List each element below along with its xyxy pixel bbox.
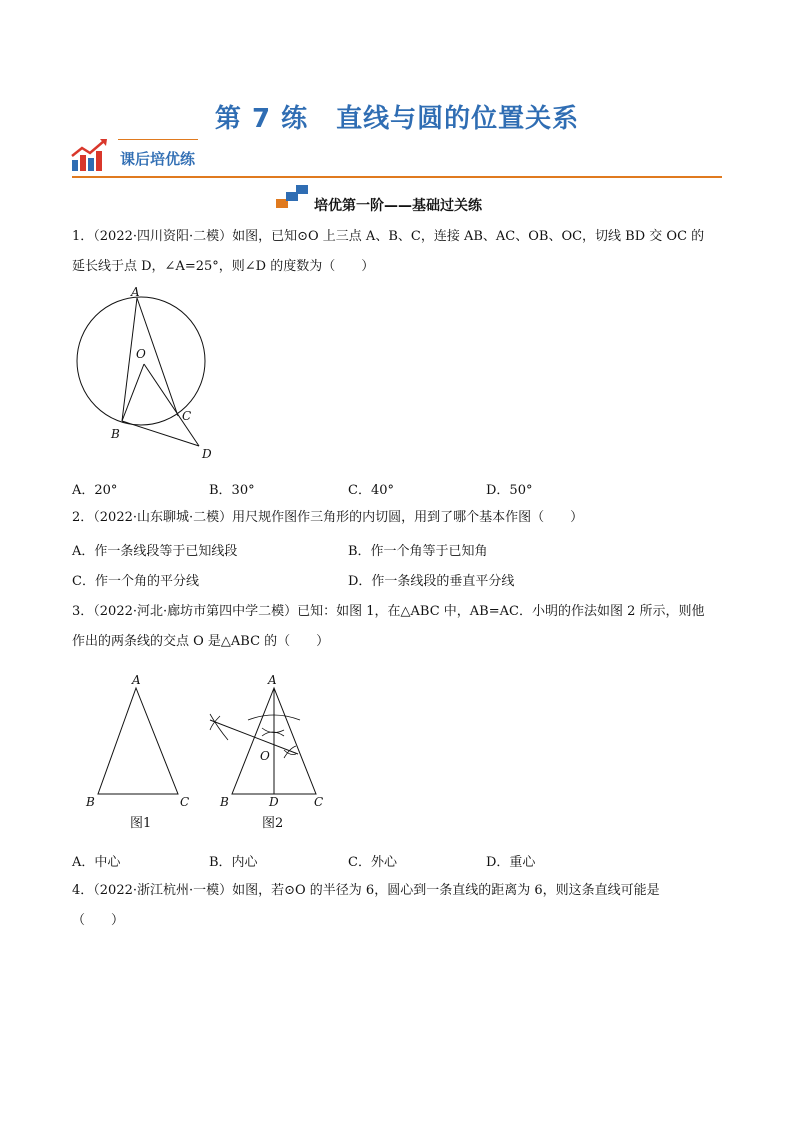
question-3-figure-1: [80, 670, 200, 810]
figure-2-caption: 图2: [262, 816, 284, 831]
question-1-option-d[interactable]: D．50°: [486, 483, 533, 498]
question-2-option-c[interactable]: C．作一个角的平分线: [72, 574, 199, 589]
question-1-line1: 1．（2022·四川资阳·二模）如图，已知⊙O 上三点 A、B、C，连接 AB、AC、OB、OC，切线 BD 交 OC 的: [72, 229, 705, 244]
label-c: C: [182, 409, 192, 423]
label-b: B: [220, 795, 229, 809]
figure-1-caption: 图1: [130, 816, 152, 831]
stage-title: 培优第一阶——基础过关练: [314, 198, 482, 214]
question-3-option-b[interactable]: B．内心: [209, 855, 258, 870]
title-part2: 直线与圆的位置关系: [336, 104, 580, 134]
label-d: D: [269, 795, 279, 809]
label-a: A: [132, 673, 141, 687]
label-d: D: [202, 447, 212, 461]
question-3-figure-2: [200, 670, 340, 810]
section-accent-line: [118, 139, 198, 140]
label-a: A: [268, 673, 277, 687]
label-c: C: [180, 795, 190, 809]
question-3-option-d[interactable]: D．重心: [486, 855, 536, 870]
label-o: O: [260, 749, 270, 763]
label-c: C: [314, 795, 324, 809]
question-1-option-a[interactable]: A．20°: [72, 483, 118, 498]
question-3-line2: 作出的两条线的交点 O 是△ABC 的（ ）: [72, 634, 330, 649]
stairs-icon: [276, 184, 310, 208]
question-1-option-b[interactable]: B．30°: [209, 483, 255, 498]
growth-chart-icon: [70, 138, 110, 172]
question-3-option-c[interactable]: C．外心: [348, 855, 397, 870]
section-label: 课后培优练: [120, 150, 196, 168]
question-1-option-c[interactable]: C．40°: [348, 483, 394, 498]
question-2-line1: 2．（2022·山东聊城·二模）用尺规作图作三角形的内切圆，用到了哪个基本作图（ ）: [72, 510, 584, 525]
page-title: [0, 98, 794, 135]
question-1-line2: 延长线于点 D，∠A=25°，则∠D 的度数为（ ）: [72, 259, 375, 274]
label-b: B: [111, 427, 120, 441]
label-o: O: [136, 347, 146, 361]
question-4-line1: 4．（2022·浙江杭州·一模）如图，若⊙O 的半径为 6，圆心到一条直线的距离为 6，则这条直线可能是: [72, 883, 660, 898]
label-a: A: [131, 285, 140, 299]
question-4-line2: （ ）: [72, 913, 125, 928]
label-b: B: [86, 795, 95, 809]
section-divider: [72, 176, 722, 178]
question-1-figure: [66, 282, 226, 466]
question-2-option-a[interactable]: A．作一条线段等于已知线段: [72, 544, 238, 559]
question-3-line1: 3．（2022·河北·廊坊市第四中学二模）已知：如图 1，在△ABC 中，AB=AC．小明的作法如图 2 所示，则他: [72, 604, 705, 619]
title-part1: 第 7 练: [214, 104, 309, 134]
question-2-option-b[interactable]: B．作一个角等于已知角: [348, 544, 488, 559]
circle-o: [77, 297, 205, 425]
question-3-option-a[interactable]: A．中心: [72, 855, 121, 870]
question-2-option-d[interactable]: D．作一条线段的垂直平分线: [348, 574, 515, 589]
